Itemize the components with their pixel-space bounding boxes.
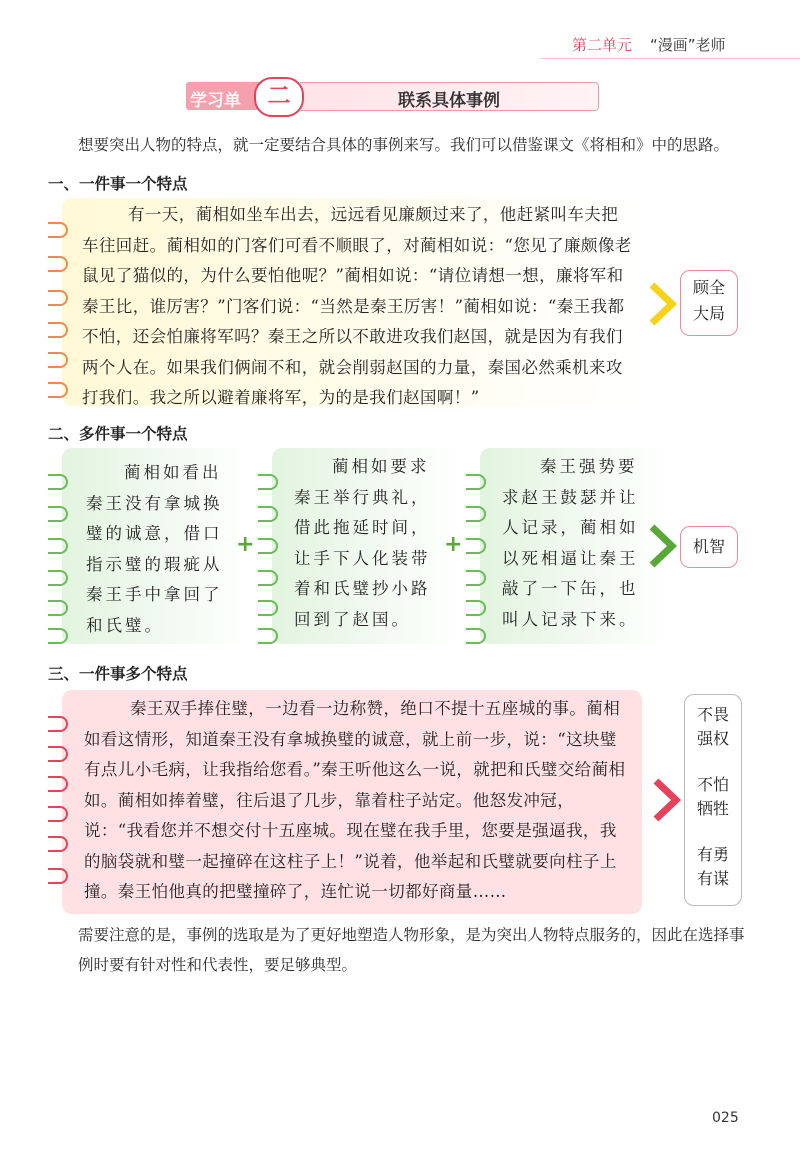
trait-tag-3b: 不怕 牺牲 bbox=[696, 775, 729, 818]
section3-story: 秦王双手捧住璧，一边看一边称赞，绝口不提十五座城的事。蔺相如看这情形，知道秦王没有拿城换璧的诚意，就上前一步，说：“这块璧有点儿小毛病，让我指给您看。”秦王听他这么一说，就把和氏璧交给蔺相如。蔺相如捧着璧，往后退了几步，靠着柱子站定。他怒发冲冠，说：“我看您并不想交付十五座城。现在璧在我手里，您要是强逼我，我的脑袋就和璧一起撞碎在这柱子上！”说着，他举起和氏璧就要向柱子上撞。秦王怕他真的把璧撞碎了，连忙说一切都好商量…… bbox=[84, 699, 626, 901]
trait-tag-3c: 有勇 有谋 bbox=[696, 845, 729, 888]
event-text-3: 秦王强势要求赵王鼓瑟并让人记录，蔺相如以死相逼让秦王敲了一下缶，也叫人记录下来。 bbox=[502, 457, 639, 629]
trait-tags-3 bbox=[684, 694, 742, 906]
header-divider bbox=[540, 58, 800, 59]
chevron-right-icon bbox=[648, 524, 678, 568]
unit-label: 第二单元 bbox=[572, 36, 633, 54]
section1-story: 有一天，蔺相如坐车出去，远远看见廉颇过来了，他赶紧叫车夫把车往回赶。蔺相如的门客们可看不顺眼了，对蔺相如说：“您见了廉颇像老鼠见了猫似的，为什么要怕他呢？”蔺相如说：“请位请想一想，廉将军和秦王比，谁厉害？”门客们说：“当然是秦王厉害！”蔺相如说：“秦王我都不怕，还会怕廉将军吗？秦王之所以不敢进攻我们赵国，就是因为有我们两个人在。如果我们俩闹不和，就会削弱赵国的力量，秦国必然乘机来攻打我们。我之所以避着廉将军，为的是我们赵国啊！” bbox=[82, 205, 632, 407]
section3-heading: 三、一件事多个特点 bbox=[48, 665, 188, 683]
event-text-2: 蔺相如要求秦王举行典礼，借此拖延时间，让手下人化装带着和氏璧抄小路回到了赵国。 bbox=[294, 457, 431, 629]
page-title: 联系具体事例 bbox=[398, 91, 500, 111]
page-number: 025 bbox=[712, 1110, 739, 1126]
plus-sign-1: + bbox=[236, 532, 255, 557]
intro-paragraph: 想要突出人物的特点，就一定要结合具体的事例来写。我们可以借鉴课文《将相和》中的思路。 bbox=[78, 136, 730, 154]
chevron-right-icon bbox=[652, 778, 682, 822]
section1-heading: 一、一件事一个特点 bbox=[48, 175, 188, 193]
plus-sign-2: + bbox=[444, 532, 463, 557]
trait-tag-3a: 不畏 强权 bbox=[696, 705, 729, 748]
chevron-right-icon bbox=[648, 282, 678, 326]
banner-number: 二 bbox=[254, 77, 304, 117]
trait-tag-2: 机智 bbox=[680, 526, 738, 568]
lesson-topic: “漫画”老师 bbox=[650, 36, 726, 54]
trait-tag-1: 顾全 大局 bbox=[680, 270, 738, 336]
event-text-1: 蔺相如看出秦王没有拿城换璧的诚意，借口指示璧的瑕疵从秦王手中拿回了和氏璧。 bbox=[86, 463, 223, 635]
banner-label: 学习单 bbox=[190, 91, 241, 111]
section2-heading: 二、多件事一个特点 bbox=[48, 425, 188, 443]
closing-paragraph: 需要注意的是，事例的选取是为了更好地塑造人物形象，是为突出人物特点服务的，因此在选择事例时要有针对性和代表性，要足够典型。 bbox=[78, 926, 745, 974]
